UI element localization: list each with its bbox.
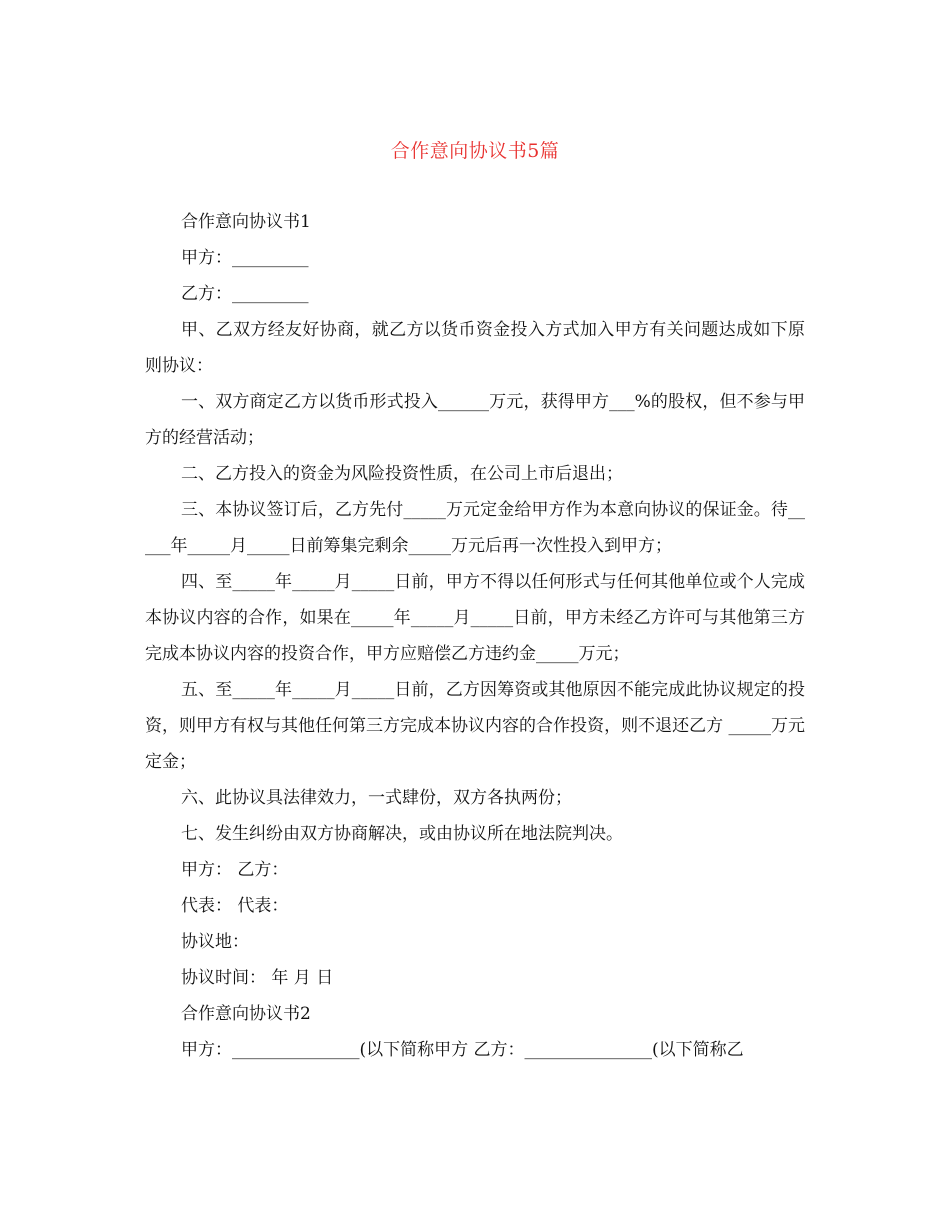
signature-parties: 甲方： 乙方： [181, 860, 289, 880]
section-heading-2: 合作意向协议书2 [181, 1004, 311, 1024]
agreement-date: 协议时间： 年 月 日 [181, 968, 334, 988]
agreement-place: 协议地： [181, 932, 249, 952]
clause-1: 一、双方商定乙方以货币形式投入______万元，获得甲方___%的股权，但不参与甲方的经营活动； [145, 392, 805, 448]
clause-6: 六、此协议具法律效力，一式肆份，双方各执两份； [181, 788, 572, 808]
clause-2: 二、乙方投入的资金为风险投资性质，在公司上市后退出； [181, 464, 623, 484]
clause-3: 三、本协议签订后，乙方先付_____万元定金给甲方作为本意向协议的保证金。待_____年_____月_____日前筹集完剩余_____万元后再一次性投入到甲方； [145, 500, 805, 556]
document-title: 合作意向协议书5篇 [390, 140, 560, 162]
document-body [145, 204, 805, 1068]
clause-5: 五、至_____年_____月_____日前，乙方因筹资或其他原因不能完成此协议规定的投资，则甲方有权与其他任何第三方完成本协议内容的合作投资，则不退还乙方 _____万元定金； [145, 680, 805, 772]
section-2-parties-line: 甲方：_______________(以下简称甲方 乙方：_______________(以下简称乙 [181, 1040, 744, 1060]
clause-7: 七、发生纠纷由双方协商解决，或由协议所在地法院判决。 [181, 824, 623, 844]
section-heading-1: 合作意向协议书1 [181, 212, 311, 232]
intro-paragraph: 甲、乙双方经友好协商，就乙方以货币资金投入方式加入甲方有关问题达成如下原则协议： [145, 320, 805, 376]
party-a-line: 甲方：_________ [181, 248, 309, 268]
signature-representatives: 代表： 代表： [181, 896, 289, 916]
party-b-line: 乙方：_________ [181, 284, 309, 304]
clause-4: 四、至_____年_____月_____日前，甲方不得以任何形式与任何其他单位或个人完成本协议内容的合作，如果在_____年_____月_____日前，甲方未经乙方许可与其他第三方完成本协议内容的投资合作，甲方应赔偿乙方违约金_____万元； [145, 572, 805, 664]
